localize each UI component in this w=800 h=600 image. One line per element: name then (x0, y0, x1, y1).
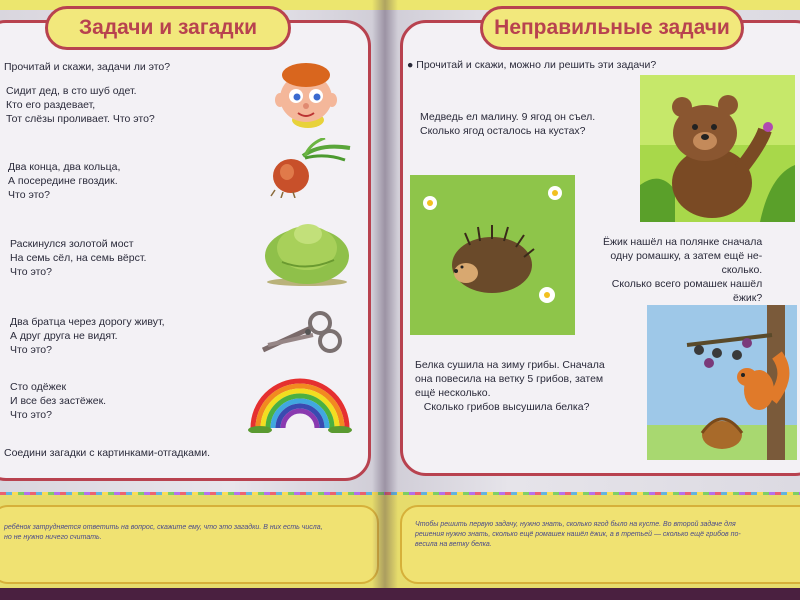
left-intro: Прочитай и скажи, задачи ли это? (4, 61, 171, 73)
scissors-icon (258, 305, 348, 360)
problem-2: Ёжик нашёл на полянке сначала одну ромашку, а затем ещё не- сколько. Сколько всего ромашек нашёл ёжик? (603, 236, 763, 304)
bear-icon (640, 75, 795, 222)
riddle-2: Два конца, два кольца, А посередине гвоздик. Что это? (8, 161, 121, 201)
riddle-1: Сидит дед, в сто шуб одет. Кто его раздевает, Тот слёзы проливает. Что это? (6, 85, 155, 125)
hedgehog-icon (410, 175, 575, 335)
left-bottom-card (0, 505, 379, 584)
problem-1: Медведь ел малину. 9 ягод он съел. Сколько ягод осталось на кустах? (420, 111, 596, 137)
onion-icon (265, 138, 355, 198)
left-footer: Соедини загадки с картинками-отгадками. (4, 447, 211, 459)
rainbow-icon (245, 373, 355, 433)
problem-3: Белка сушила на зиму грибы. Сначала она повесила на ветку 5 грибов, затем ещё несколько. Сколько грибов высушила белка? (415, 359, 605, 413)
left-bottom-note: ребёнок затрудняется ответить на вопрос, скажите ему, что это загадки. В них есть числа, но не нужно ничего считать. (4, 524, 323, 541)
right-page (385, 0, 800, 600)
squirrel-icon (647, 305, 797, 460)
left-page (0, 0, 385, 600)
riddle-4: Два братца через дорогу живут, А друг друга не видят. Что это? (10, 316, 165, 356)
right-title: Неправильные задачи (480, 6, 744, 50)
book-spine (372, 0, 398, 600)
riddle-5: Сто одёжек И все без застёжек. Что это? (10, 381, 107, 421)
right-intro: ● Прочитай и скажи, можно ли решить эти задачи? (407, 59, 657, 71)
left-title: Задачи и загадки (45, 6, 291, 50)
table-edge (0, 588, 800, 600)
cabbage-icon (262, 212, 352, 287)
right-bottom-note: Чтобы решить первую задачу, нужно знать, сколько ягод было на кусте. Во второй задаче для решения нужно знать, сколько ещё ромашек нашёл ёжик, а в третьей — сколько ещё грибов по- весила на ветку белка. (415, 521, 741, 548)
boy-face-icon (268, 60, 348, 135)
riddle-3: Раскинулся золотой мост На семь сёл, на семь вёрст. Что это? (10, 238, 147, 278)
